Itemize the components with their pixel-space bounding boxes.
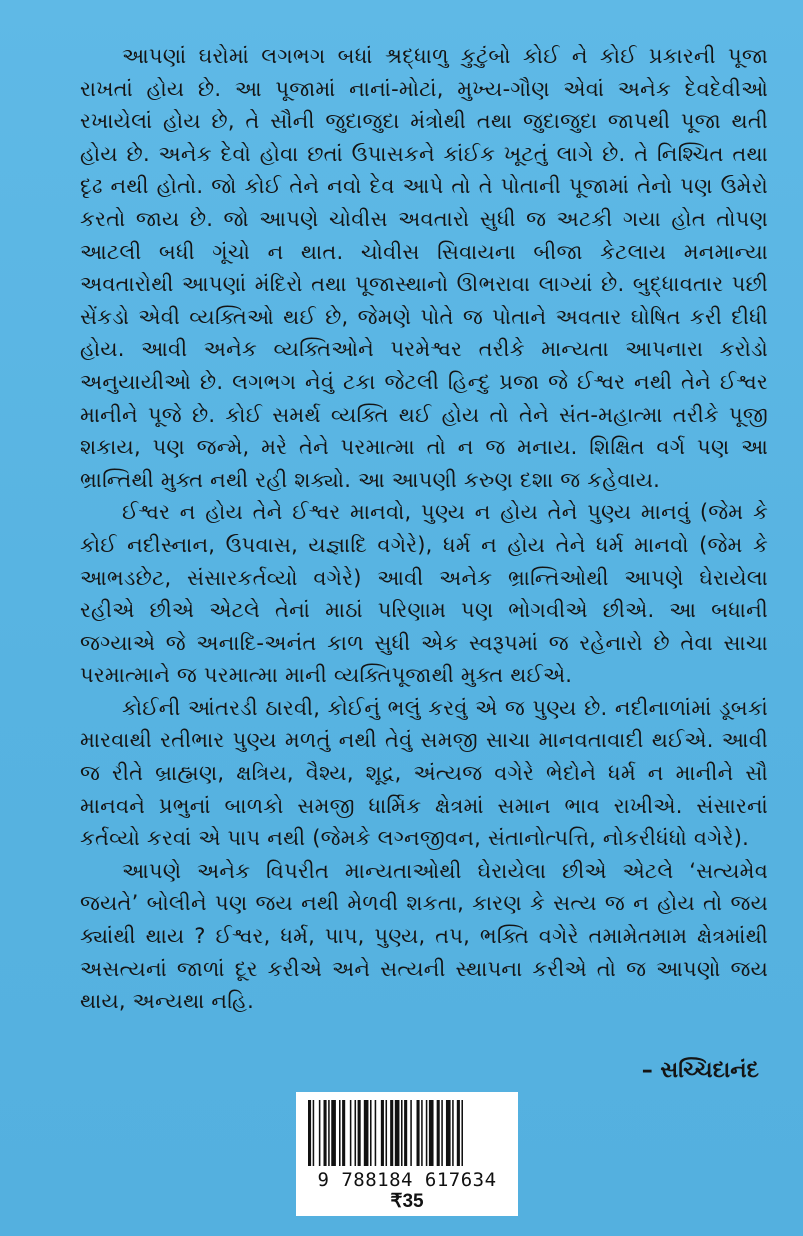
barcode-panel (296, 1092, 518, 1216)
paragraph-3: કોઈની આંતરડી ઠારવી, કોઈનું ભલું કરવું એ જ પુણ્ય છે. નદીનાળાંમાં ડૂબકાં મારવાથી રતીભાર પુણ્ય મળતું નથી તેવું સમજી સાચા માનવતાવાદી થઈએ. આવી જ રીતે બ્રાહ્મણ, ક્ષત્રિય, વૈશ્ય, શૂદ્ર, અંત્યજ વગેરે ભેદોને ધર્મ ન માનીને સૌ માનવને પ્રભુનાં બાળકો સમજી ધાર્મિક ક્ષેત્રમાં સમાન ભાવ રાખીએ. સંસારનાં કર્તવ્યો કરવાં એ પાપ નથી (જેમકે લગ્નજીવન, સંતાનોત્પત્તિ, નોકરીધંધો વગેરે). (80, 695, 768, 851)
paragraph-1: આપણાં ઘરોમાં લગભગ બધાં શ્રદ્ધાળુ કુટુંબો કોઈ ને કોઈ પ્રકારની પૂજા રાખતાં હોય છે. આ પૂજામાં નાનાં-મોટાં, મુખ્ય-ગૌણ એવાં અનેક દેવદેવીઓ રખાયેલાં હોય છે, તે સૌની જુદાજુદા મંત્રોથી તથા જુદાજુદા જાપથી પૂજા થતી હોય છે. અનેક દેવો હોવા છતાં ઉપાસકને કાંઈક ખૂટતું લાગે છે. તે નિશ્ચિત તથા દૃઢ નથી હોતો. જો કોઈ તેને નવો દેવ આપે તો તે પોતાની પૂજામાં તેનો પણ ઉમેરો કરતો જાય છે. જો આપણે ચોવીસ અવતારો સુધી જ અટકી ગયા હોત તોપણ આટલી બધી ગૂંચો ન થાત. ચોવીસ સિવાયના બીજા કેટલાય મનમાન્યા અવતારોથી આપણાં મંદિરો તથા પૂજાસ્થાનો ઊભરાવા લાગ્યાં છે. બુદ્ધાવતાર પછી સેંકડો એવી વ્યક્તિઓ થઈ છે, જેમણે પોતે જ પોતાને અવતાર ઘોષિત કરી દીધી હોય. આવી અનેક વ્યક્તિઓને પરમેશ્વર તરીકે માન્યતા આપનારા કરોડો અનુયાયીઓ છે. લગભગ નેવું ટકા જેટલી હિન્દુ પ્રજા જે ઈશ્વર નથી તેને ઈશ્વર માનીને પૂજે છે. કોઈ સમર્થ વ્યક્તિ થઈ હોય તો તેને સંત-મહાત્મા તરીકે પૂજી શકાય, પણ જન્મે, મરે તેને પરમાત્મા તો ન જ મનાય. શિક્ષિત વર્ગ પણ આ ભ્રાન્તિથી મુક્ત નથી રહી શક્યો. આ આપણી કરુણ દશા જ કહેવાય. (80, 44, 768, 492)
paragraph-4: આપણે અનેક વિપરીત માન્યતાઓથી ઘેરાયેલા છીએ એટલે ‘સત્યમેવ જયતે’ બોલીને પણ જય નથી મેળવી શકતા, કારણ કે સત્ય જ ન હોય તો જય ક્યાંથી થાય ? ઈશ્વર, ધર્મ, પાપ, પુણ્ય, તપ, ભક્તિ વગેરે તમામેતમામ ક્ષેત્રમાંથી અસત્યનાં જાળાં દૂર કરીએ અને સત્યની સ્થાપના કરીએ તો જ આપણો જય થાય, અન્યથા નહિ. (80, 858, 768, 1014)
blurb-text (80, 40, 768, 1018)
price-label: ₹35 (390, 1191, 424, 1212)
paragraph-2: ઈશ્વર ન હોય તેને ઈશ્વર માનવો, પુણ્ય ન હોય તેને પુણ્ય માનવું (જેમ કે કોઈ નદીસ્નાન, ઉપવાસ, યજ્ઞાદિ વગેરે), ધર્મ ન હોય તેને ધર્મ માનવો (જેમ કે આભડછેટ, સંસારકર્તવ્યો વગેરે) આવી અનેક ભ્રાન્તિઓથી આપણે ઘેરાયેલા રહીએ છીએ એટલે તેનાં માઠાં પરિણામ પણ ભોગવીએ છીએ. આ બધાની જગ્યાએ જે અનાદિ-અનંત કાળ સુધી એક સ્વરૂપમાં જ રહેનારો છે તેવા સાચા પરમાત્માને જ પરમાત્મા માની વ્યક્તિપૂજાથી મુક્ત થઈએ. (80, 500, 768, 688)
isbn-number: 9 788184 617634 (317, 1169, 497, 1191)
author-signature: – સચ્ચિદાનંદ (641, 1058, 759, 1083)
barcode-icon (306, 1100, 508, 1168)
